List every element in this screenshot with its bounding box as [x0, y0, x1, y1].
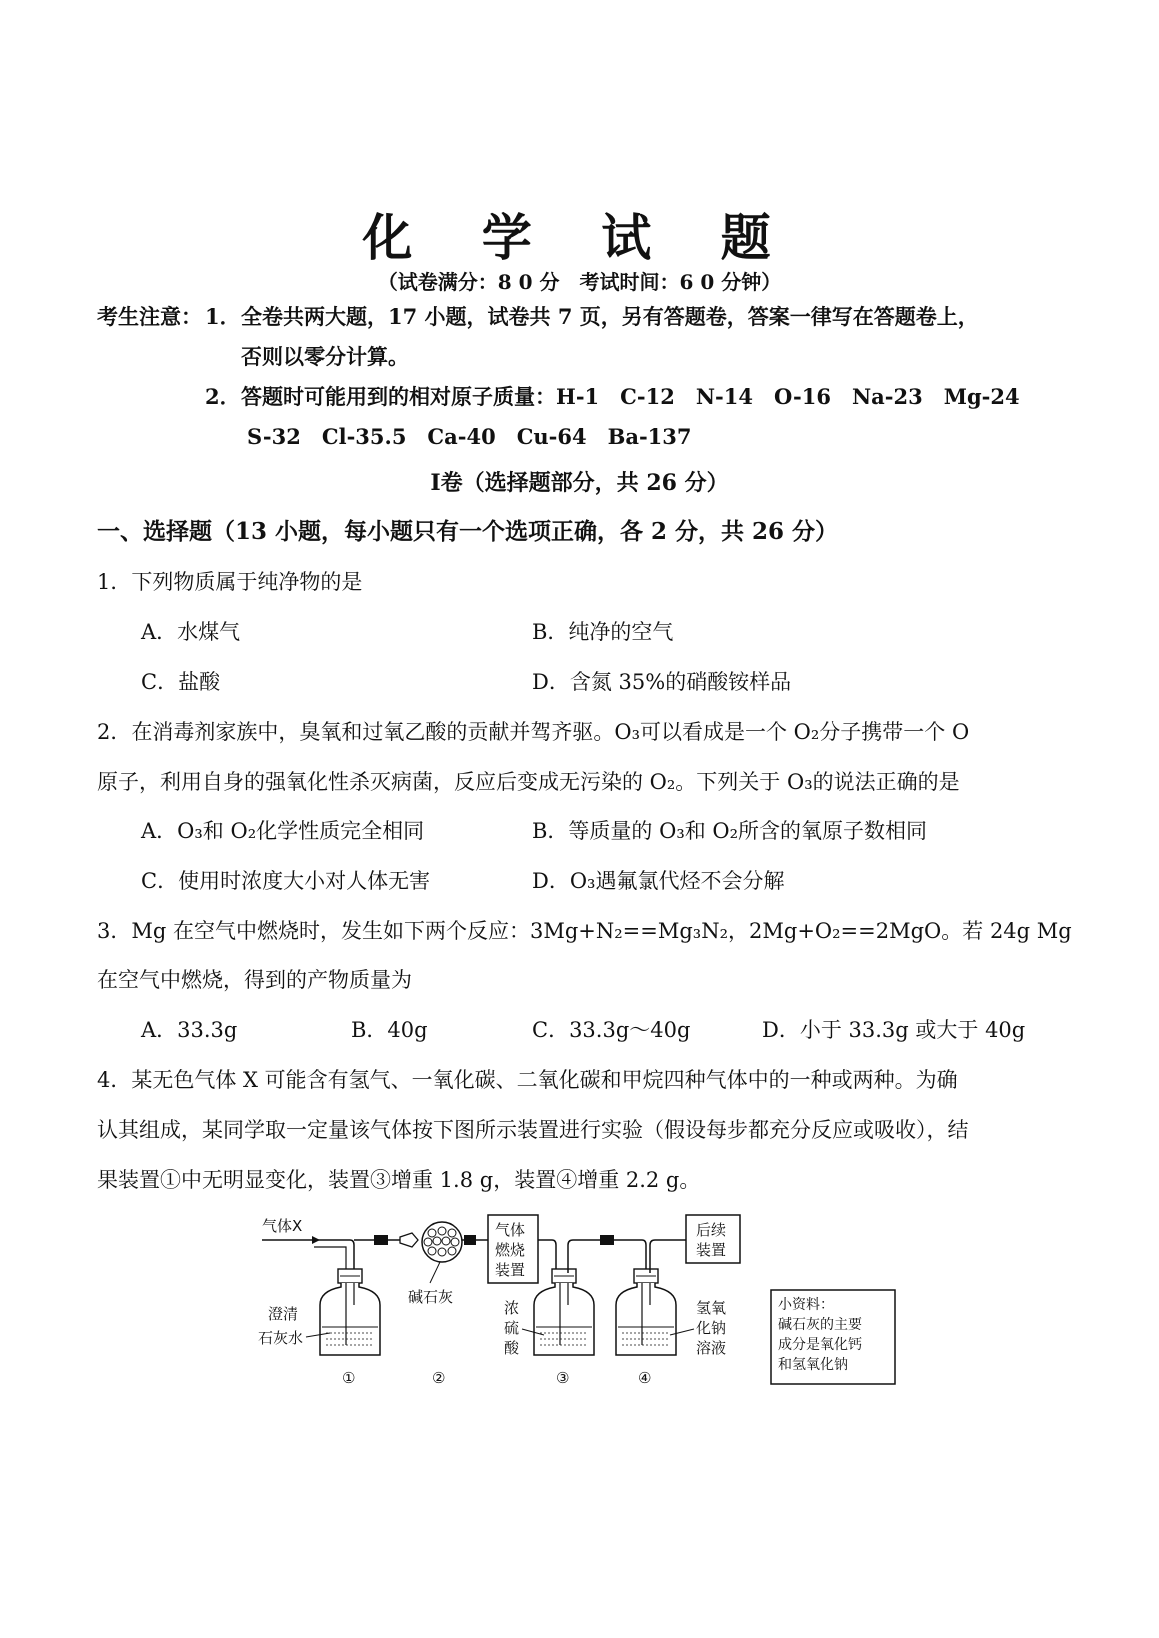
q3-option-c: C．33.3g～40g [532, 1018, 691, 1042]
info-title: 小资料： [778, 1297, 834, 1313]
q2-option-d: D．O₃遇氟氯代烃不会分解 [532, 869, 785, 893]
notice-2-number: 2． [205, 384, 241, 409]
combustion-label-2: 燃烧 [495, 1241, 526, 1259]
acid-label-2: 硫 [504, 1319, 520, 1337]
exam-info: （试卷满分：8 0 分 考试时间：6 0 分钟） [377, 270, 782, 294]
q2-option-b: B．等质量的 O₃和 O₂所含的氧原子数相同 [532, 819, 928, 843]
q3-line1: 3．Mg 在空气中燃烧时，发生如下两个反应：3Mg+N₂==Mg₃N₂，2Mg+O₂==2MgO。若 24g Mg [97, 919, 1072, 943]
notice-label: 考生注意： [97, 304, 202, 329]
connector [374, 1235, 388, 1245]
limewater-label-1: 澄清 [268, 1305, 299, 1323]
apparatus-diagram [250, 1205, 910, 1415]
q1-option-d: D．含氮 35%的硝酸铵样品 [532, 670, 792, 694]
q4-line1: 4．某无色气体 X 可能含有氢气、一氧化碳、二氧化碳和甲烷四种气体中的一种或两种。为确 [97, 1068, 958, 1092]
page-title: 化 学 试 题 [362, 209, 797, 267]
notice-1-line2: 否则以零分计算。 [241, 344, 409, 369]
device-number-1: ① [342, 1369, 356, 1387]
q4-line2: 认其组成，某同学取一定量该气体按下图所示装置进行实验（假设每步都充分反应或吸收），结 [97, 1118, 969, 1142]
q2-option-a: A．O₃和 O₂化学性质完全相同 [141, 819, 425, 843]
info-line-3: 和氢氧化钠 [778, 1357, 848, 1373]
device-number-3: ③ [556, 1369, 570, 1387]
gas-x-label: 气体X [262, 1217, 303, 1235]
q2-line1: 2．在消毒剂家族中，臭氧和过氧乙酸的贡献并驾齐驱。O₃可以看成是一个 O₂分子携带一个 O [97, 720, 970, 744]
q3-line2: 在空气中燃烧，得到的产物质量为 [97, 968, 412, 992]
q3-option-a: A．33.3g [141, 1018, 238, 1042]
naoh-label-2: 化钠 [696, 1319, 727, 1337]
device-number-4: ④ [638, 1369, 652, 1387]
follow-up-label-1: 后续 [696, 1221, 727, 1239]
combustion-label-1: 气体 [495, 1221, 526, 1239]
info-line-2: 成分是氧化钙 [778, 1337, 862, 1353]
info-line-1: 碱石灰的主要 [778, 1317, 862, 1333]
q2-line2: 原子，利用自身的强氧化性杀灭病菌，反应后变成无污染的 O₂。下列关于 O₃的说法正确的是 [97, 770, 960, 794]
q1-option-c: C．盐酸 [141, 670, 221, 694]
section-heading: 一、选择题（13 小题，每小题只有一个选项正确，各 2 分，共 26 分） [97, 518, 839, 545]
q1-stem: 1．下列物质属于纯净物的是 [97, 570, 363, 594]
acid-label-1: 浓 [504, 1299, 520, 1317]
q1-option-b: B．纯净的空气 [532, 620, 674, 644]
bottle-4 [616, 1240, 686, 1355]
limewater-label-2: 石灰水 [258, 1329, 304, 1347]
device-number-2: ② [432, 1369, 446, 1387]
soda-lime-tube [422, 1222, 476, 1262]
notice-2-line2: S-32 Cl-35.5 Ca-40 Cu-64 Ba-137 [247, 424, 692, 449]
q2-option-c: C．使用时浓度大小对人体无害 [141, 869, 431, 893]
q3-option-b: B．40g [351, 1018, 428, 1042]
q1-option-a: A．水煤气 [141, 620, 241, 644]
bottle-1 [314, 1240, 380, 1355]
naoh-label-1: 氢氧 [696, 1299, 727, 1317]
soda-lime-label: 碱石灰 [408, 1288, 454, 1306]
notice-2-line1: 答题时可能用到的相对原子质量：H-1 C-12 N-14 O-16 Na-23 Mg-24 [241, 384, 1020, 409]
follow-up-label-2: 装置 [696, 1241, 727, 1259]
naoh-label-3: 溶液 [696, 1339, 727, 1357]
q4-line3: 果装置①中无明显变化，装置③增重 1.8 g，装置④增重 2.2 g。 [97, 1168, 701, 1192]
notice-1-line1: 全卷共两大题，17 小题，试卷共 7 页，另有答题卷，答案一律写在答题卷上， [241, 304, 979, 329]
notice-1-number: 1． [205, 304, 241, 329]
acid-label-3: 酸 [504, 1339, 520, 1357]
combustion-label-3: 装置 [495, 1261, 526, 1279]
part-title: I卷（选择题部分，共 26 分） [430, 470, 729, 496]
q3-option-d: D．小于 33.3g 或大于 40g [762, 1018, 1026, 1042]
